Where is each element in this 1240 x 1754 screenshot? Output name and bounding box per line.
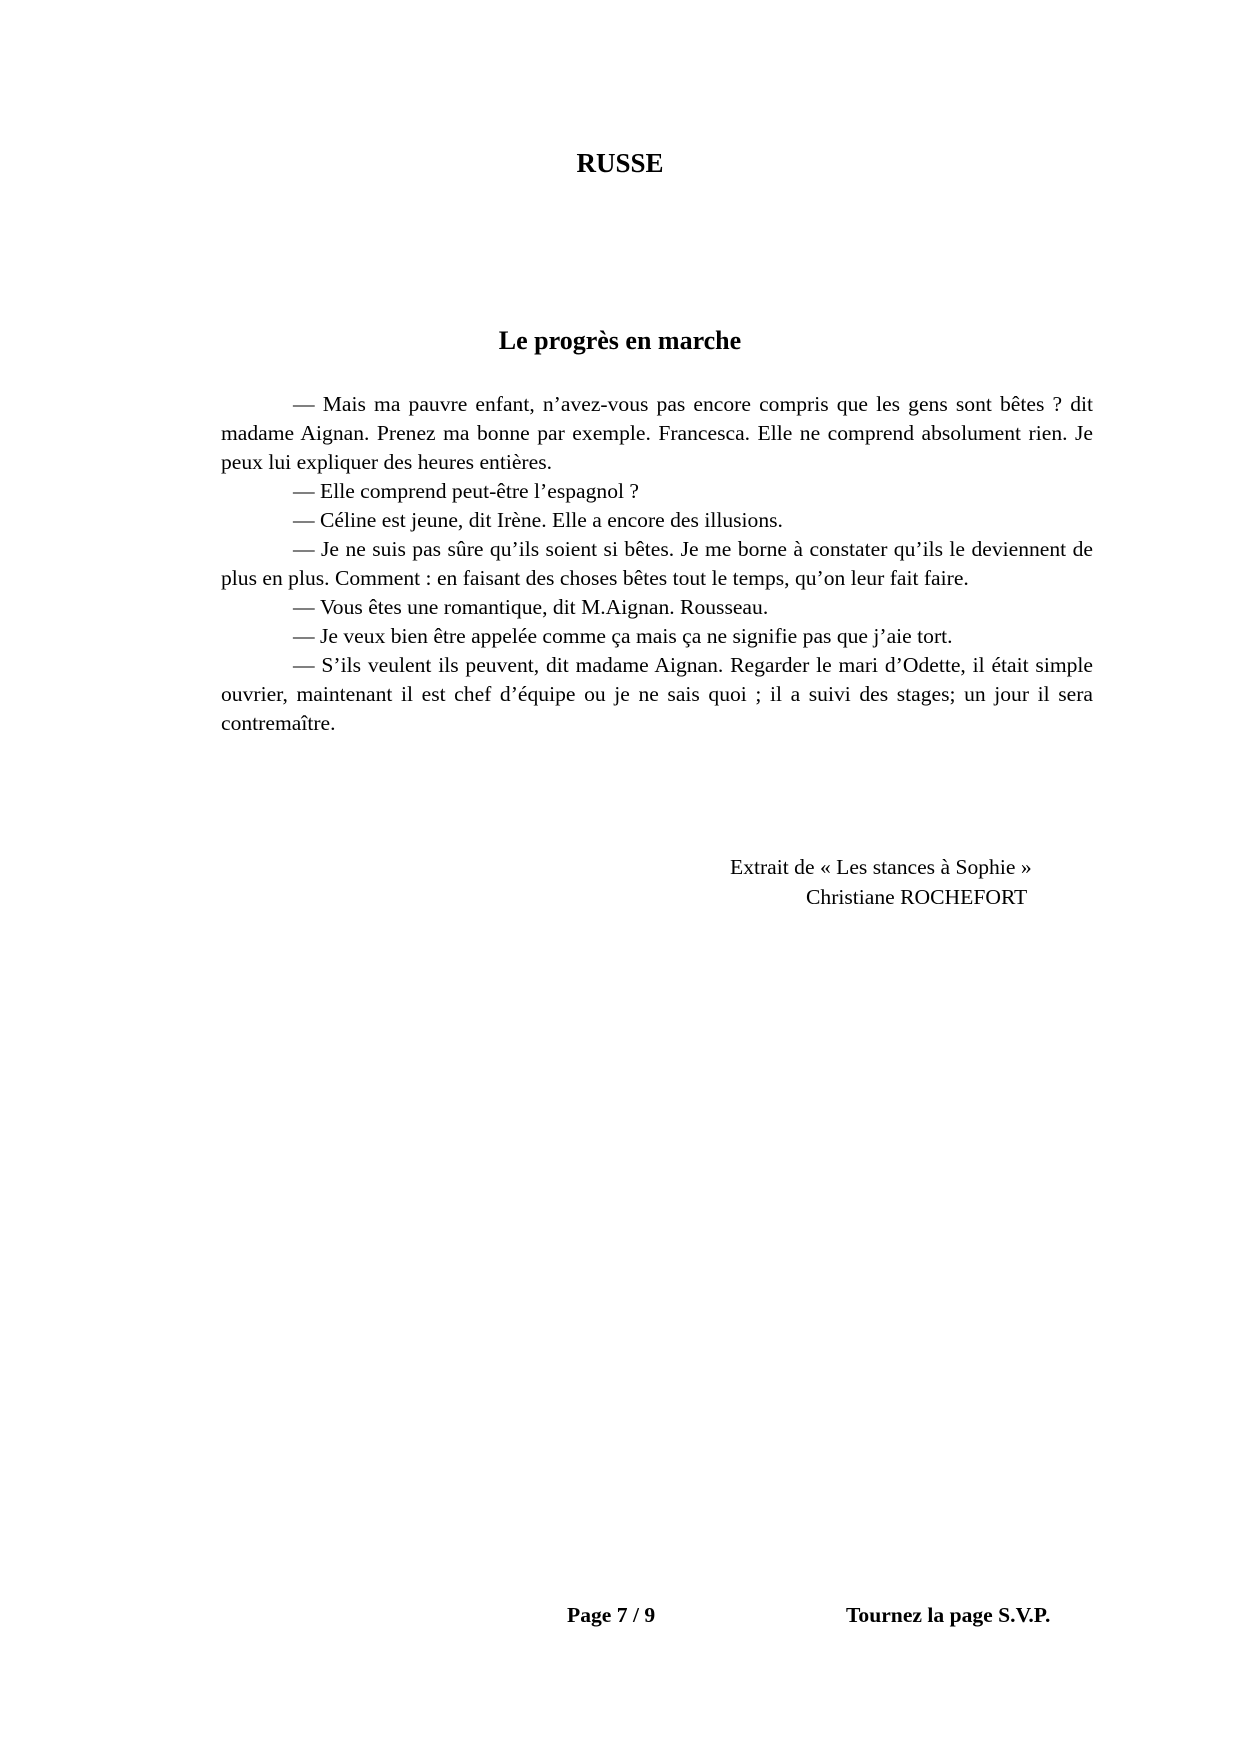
dialogue-dash: — (293, 595, 315, 619)
page-number: Page 7 / 9 (567, 1603, 656, 1627)
dialogue-text: Vous êtes une romantique, dit M.Aignan. Rousseau. (320, 595, 769, 619)
dialogue-paragraph (221, 535, 1093, 593)
dialogue-dash: — (293, 537, 315, 561)
dialogue-text: Céline est jeune, dit Irène. Elle a encore des illusions. (320, 508, 783, 532)
dialogue-dash: — (293, 624, 315, 648)
section-heading: RUSSE (576, 148, 664, 178)
dialogue-dash: — (293, 479, 315, 503)
source-line: Extrait de « Les stances à Sophie » (730, 855, 1032, 879)
dialogue-paragraph (221, 593, 1093, 622)
dialogue-text: Je ne suis pas sûre qu’ils soient si bêtes. Je me borne à constater qu’ils le deviennent de plus en plus. Comment : en faisant des choses bêtes tout le temps, qu’on leur fait faire. (221, 537, 1093, 590)
excerpt-body (221, 390, 1093, 738)
dialogue-text: Je veux bien être appelée comme ça mais ça ne signifie pas que j’aie tort. (320, 624, 953, 648)
turn-page-note: Tournez la page S.V.P. (846, 1603, 1051, 1627)
dialogue-dash: — (293, 508, 315, 532)
attribution (730, 852, 1090, 912)
dialogue-paragraph (221, 390, 1093, 477)
dialogue-text: S’ils veulent ils peuvent, dit madame Aignan. Regarder le mari d’Odette, il était simple ouvrier, maintenant il est chef d’équipe ou je ne sais quoi ; il a suivi des stages; un jour il sera contremaître. (221, 653, 1094, 735)
dialogue-dash: — (293, 653, 315, 677)
dialogue-paragraph (221, 651, 1093, 738)
text-title: Le progrès en marche (498, 326, 742, 355)
dialogue-paragraph (221, 477, 1093, 506)
dialogue-text: Elle comprend peut-être l’espagnol ? (320, 479, 639, 503)
dialogue-text: Mais ma pauvre enfant, n’avez-vous pas encore compris que les gens sont bêtes ? dit madame Aignan. Prenez ma bonne par exemple. Francesca. Elle ne comprend absolument rien. Je peux lui expliquer des heures entières. (221, 392, 1093, 474)
author-name: Christiane ROCHEFORT (806, 885, 1028, 909)
dialogue-paragraph (221, 622, 1093, 651)
dialogue-dash: — (293, 392, 315, 416)
dialogue-paragraph (221, 506, 1093, 535)
